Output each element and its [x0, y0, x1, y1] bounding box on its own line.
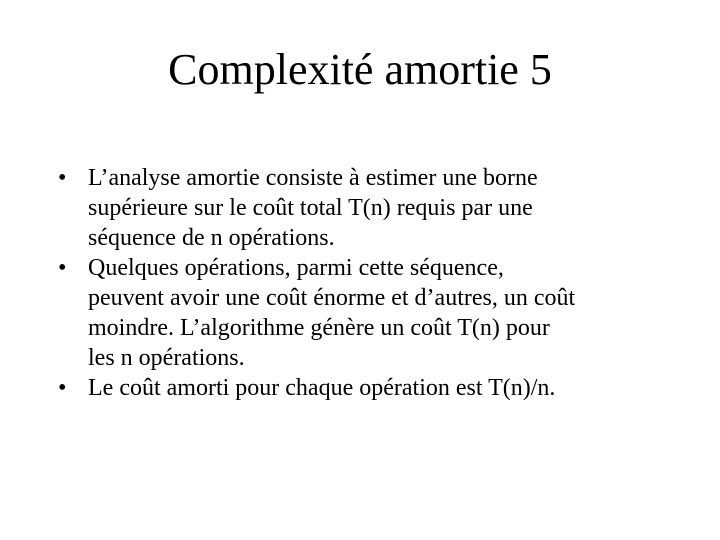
bullet-item-amortized-cost — [58, 373, 668, 403]
bullet-text-line: Le coût amorti pour chaque opération est T(n)/n. — [88, 375, 556, 401]
bullet-list — [58, 163, 668, 403]
bullet-text-line: peuvent avoir une coût énorme et d’autres, un coût — [88, 285, 576, 311]
slide-title: Complexité amortie 5 — [168, 45, 552, 94]
bullet-item-operation-costs — [58, 253, 668, 373]
bullet-icon: • — [58, 375, 67, 401]
bullet-text-line: supérieure sur le coût total T(n) requis par une — [88, 195, 533, 221]
bullet-text-line: L’analyse amortie consiste à estimer une borne — [88, 165, 538, 191]
bullet-text-line: Quelques opérations, parmi cette séquence, — [88, 255, 504, 281]
bullet-text-line: moindre. L’algorithme génère un coût T(n) pour — [88, 315, 550, 341]
bullet-icon: • — [58, 165, 67, 191]
bullet-icon: • — [58, 255, 67, 281]
bullet-text-line: séquence de n opérations. — [88, 225, 335, 251]
bullet-item-amortized-analysis — [58, 163, 668, 253]
bullet-text-line: les n opérations. — [88, 345, 245, 371]
